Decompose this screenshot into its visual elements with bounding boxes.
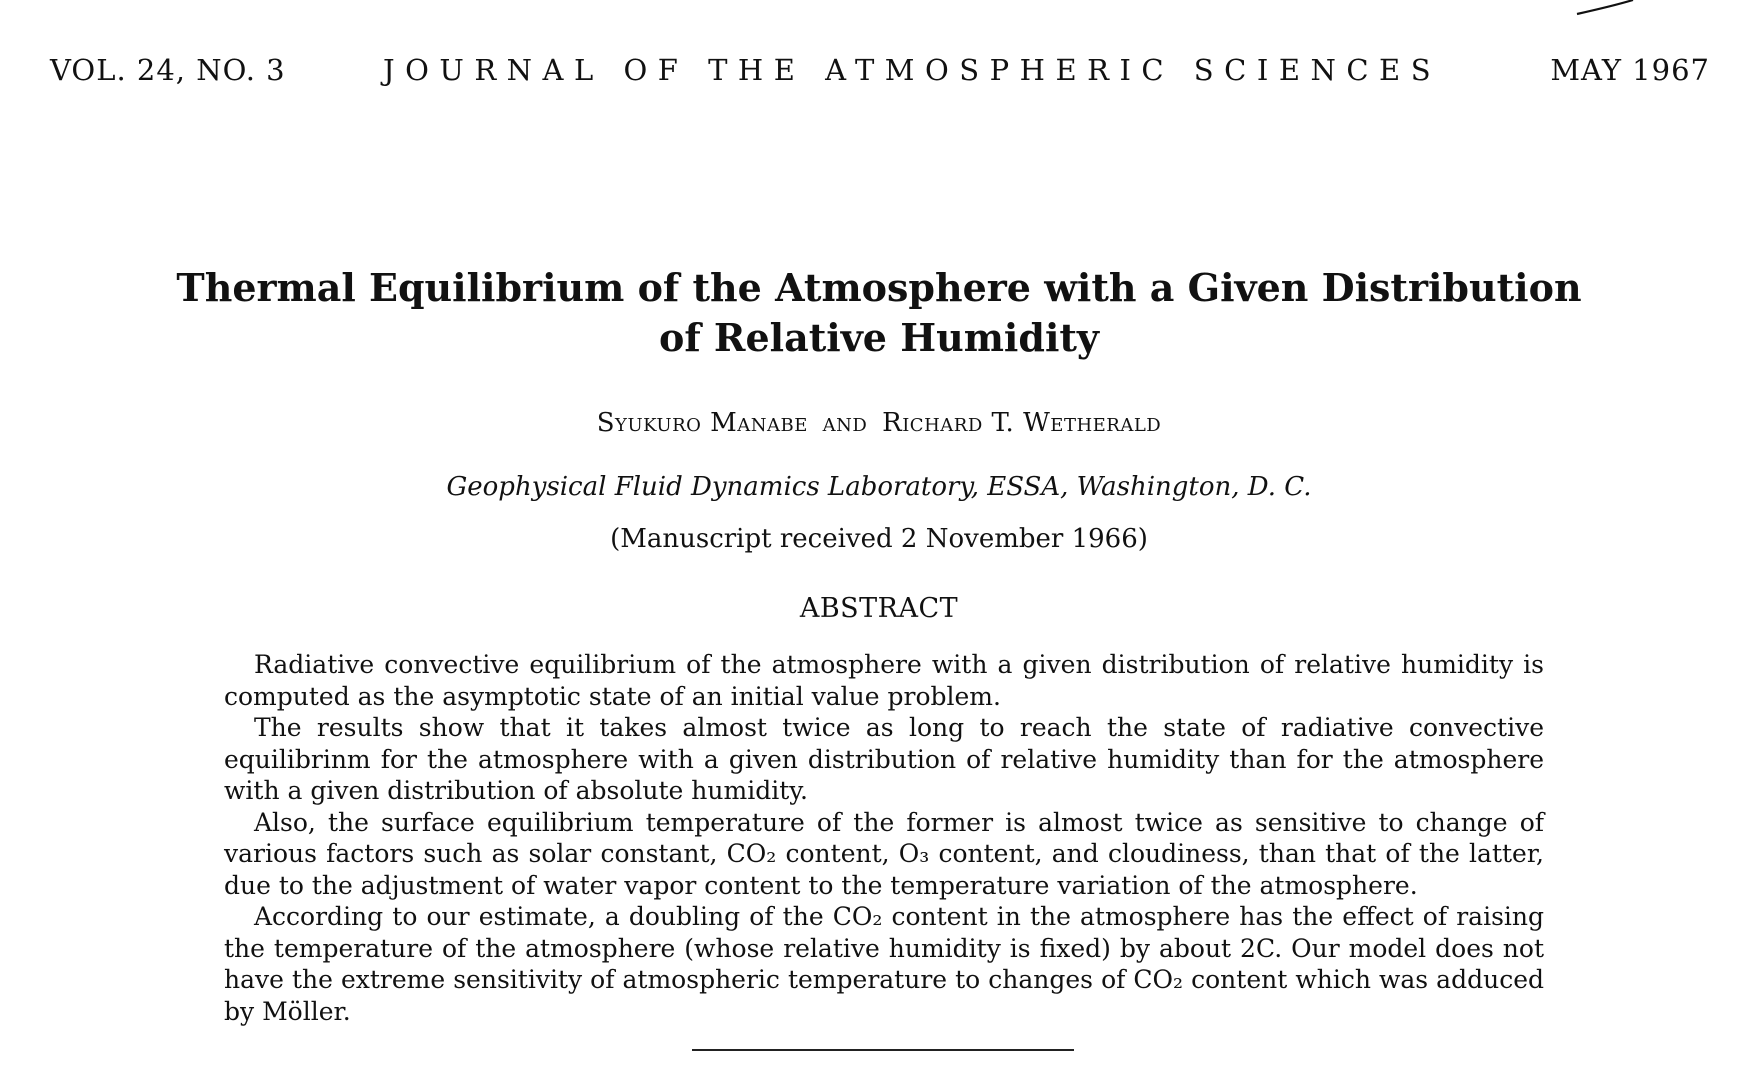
author-list xyxy=(0,405,1758,441)
abstract-paragraph: Also, the surface equilibrium temperature of the former is almost twice as sensitive to change of various factors such as solar constant, CO₂ content, O₃ content, and cloudiness, than that of the latter, due to the adjustment of water vapor content to the temperature variation of the atmosphere. xyxy=(224,807,1544,900)
abstract-paragraph: The results show that it takes almost twice as long to reach the state of radiative convective equilibrinm for the atmosphere with a given distribution of relative humidity than for the atmosphere with a given distribution of absolute humidity. xyxy=(224,713,1544,805)
author-1: Syukuro Manabe xyxy=(596,408,808,438)
title-line-2: of Relative Humidity xyxy=(658,315,1100,360)
title-line-1: Thermal Equilibrium of the Atmosphere with a Given Distribution xyxy=(176,265,1582,310)
paper-title xyxy=(0,263,1758,363)
author-2: Richard T. Wetherald xyxy=(882,408,1162,438)
abstract-paragraph: Radiative convective equilibrium of the atmosphere with a given distribution of relative humidity is computed as the asymptotic state of an initial value problem. xyxy=(224,650,1544,711)
affiliation: Geophysical Fluid Dynamics Laboratory, ESSA, Washington, D. C. xyxy=(446,472,1312,502)
volume-number: VOL. 24, NO. 3 xyxy=(50,53,286,87)
abstract-paragraph: According to our estimate, a doubling of the CO₂ content in the atmosphere has the effect of raising the temperature of the atmosphere (whose relative humidity is fixed) by about 2C. Our model does not have the extreme sensitivity of atmospheric temperature to changes of CO₂ content which was adduced by Möller. xyxy=(224,902,1544,1026)
section-divider xyxy=(692,1049,1074,1051)
pen-mark xyxy=(1575,0,1635,16)
running-head xyxy=(0,50,1758,90)
abstract-heading: ABSTRACT xyxy=(799,593,959,624)
journal-name: JOURNAL OF THE ATMOSPHERIC SCIENCES xyxy=(383,53,1442,87)
manuscript-received: (Manuscript received 2 November 1966) xyxy=(610,524,1148,554)
author-conjunction: and xyxy=(822,408,868,438)
abstract-body xyxy=(224,649,1544,1027)
issue-date: MAY 1967 xyxy=(1550,53,1710,87)
